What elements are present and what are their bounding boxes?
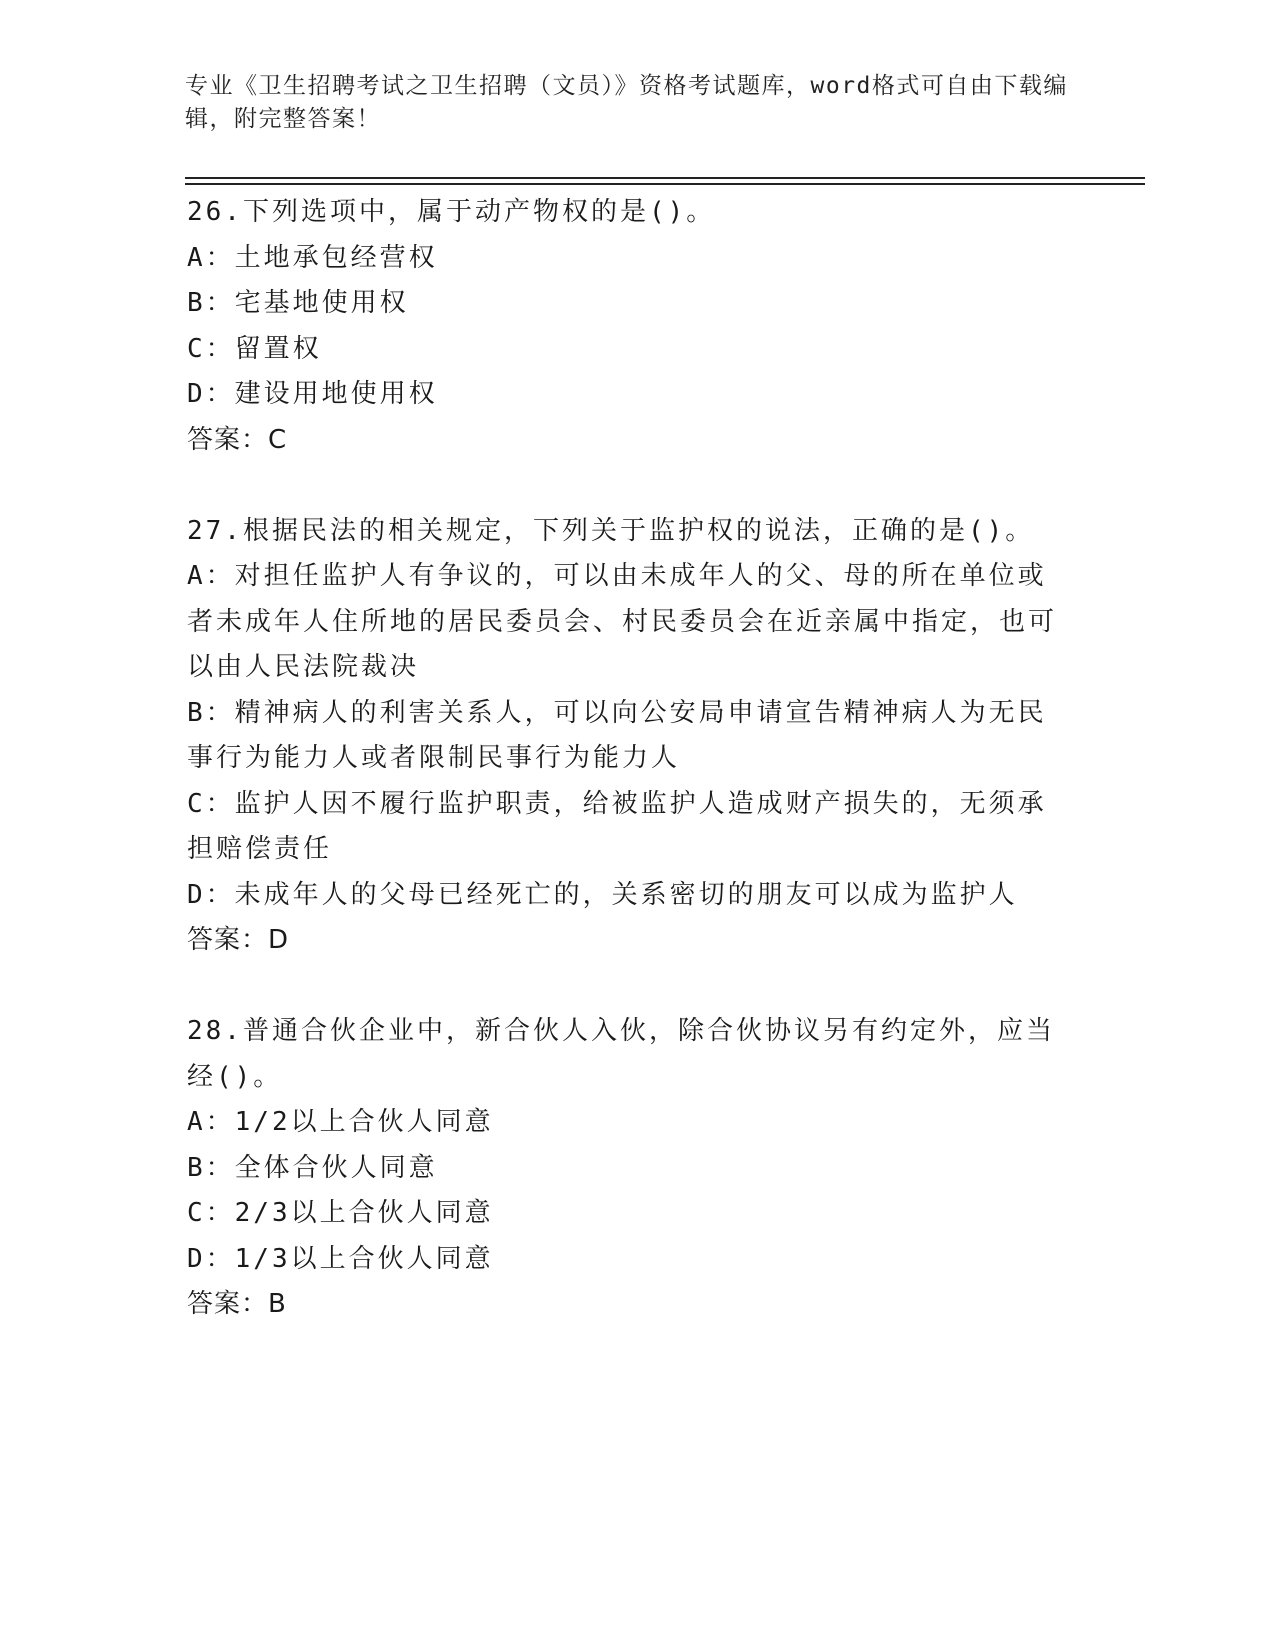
question-list <box>187 190 1067 1328</box>
answer: 答案：D <box>187 925 290 955</box>
question-26 <box>187 190 1067 463</box>
option-c: C：留置权 <box>187 333 322 364</box>
document-header: 专业《卫生招聘考试之卫生招聘（文员）》资格考试题库，word格式可自由下载编辑，附完整答案！ <box>185 73 1068 132</box>
question-spacer <box>187 964 1067 1010</box>
option-a: A：对担任监护人有争议的，可以由未成年人的父、母的所在单位或者未成年人住所地的居民委员会、村民委员会在近亲属中指定，也可以由人民法院裁决 <box>187 561 1058 682</box>
answer: 答案：C <box>187 424 288 455</box>
question-stem: 27.根据民法的相关规定，下列关于监护权的说法，正确的是()。 <box>187 515 1035 546</box>
question-stem: 26.下列选项中，属于动产物权的是()。 <box>187 197 716 227</box>
option-b: B：全体合伙人同意 <box>187 1152 438 1183</box>
option-d: D：未成年人的父母已经死亡的，关系密切的朋友可以成为监护人 <box>187 879 1018 910</box>
option-a: A：土地承包经营权 <box>187 242 438 273</box>
answer: 答案：B <box>187 1289 287 1319</box>
question-27 <box>187 509 1067 964</box>
option-a: A：1/2以上合伙人同意 <box>187 1107 494 1137</box>
option-c: C：监护人因不履行监护职责，给被监护人造成财产损失的，无须承担赔偿责任 <box>187 788 1047 864</box>
option-d: D：1/3以上合伙人同意 <box>187 1243 494 1274</box>
option-c: C：2/3以上合伙人同意 <box>187 1198 494 1228</box>
question-28 <box>187 1009 1067 1328</box>
option-b: B：宅基地使用权 <box>187 288 409 318</box>
question-stem: 28.普通合伙企业中，新合伙人入伙，除合伙协议另有约定外，应当经()。 <box>187 1016 1055 1092</box>
header-rule-thick <box>185 183 1145 185</box>
option-d: D：建设用地使用权 <box>187 379 438 409</box>
question-spacer <box>187 463 1067 509</box>
option-b: B：精神病人的利害关系人，可以向公安局申请宣告精神病人为无民事行为能力人或者限制民事行为能力人 <box>187 697 1047 773</box>
header-rule-thin <box>185 177 1145 179</box>
